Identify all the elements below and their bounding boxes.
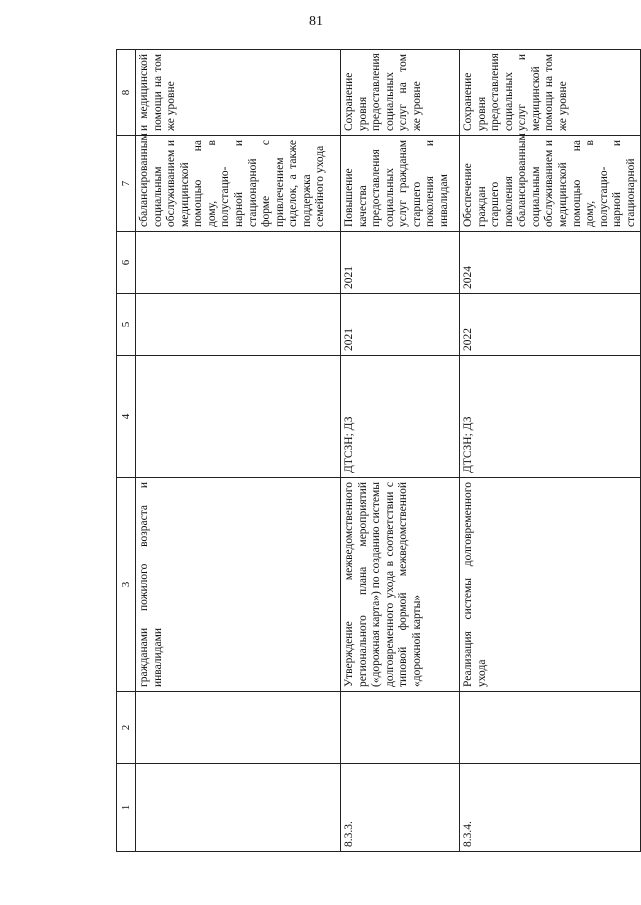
header-cell-1: 1 [117,764,136,852]
row-col2 [460,692,641,764]
measures-table [116,49,641,852]
table-row [460,50,641,852]
header-row [117,50,136,852]
end-year-cell: 2021 [341,232,460,294]
activity-cell: гражданами пожилого возраста и инвалидами [136,478,341,692]
result-cell: Обеспечение граждан старшего поколения сбалансированным социальным обслуживанием и медицинской помощью на дому, в полустацио-нарной и стационарной [460,136,641,232]
activity-cell: Утверждение межведомственного регионального плана мероприятий («дорожная карта») по созданию системы долговременного ухода в соответствии с типовой формой межведомственной «дорожной карты» [341,478,460,692]
row-number: 8.3.3. [341,764,460,852]
header-cell-3: 3 [117,478,136,692]
start-year-cell [136,294,341,356]
start-year-cell: 2021 [341,294,460,356]
table-row [341,50,460,852]
target-cell: и медицинской помощи на том же уровне [136,50,341,136]
result-cell: сбалансированным социальным обслуживанием и медицинской помощью на дому, в полустацио-нарной и стационарной форме с привлечением сиделок, а также поддержка семейного ухода [136,136,341,232]
row-number: 8.3.4. [460,764,641,852]
target-cell: Сохранение уровня предоставления социальных услуг и медицинской помощи на том же уровне [460,50,641,136]
target-cell: Сохранение уровня предоставления социальных услуг на том же уровне [341,50,460,136]
header-cell-6: 6 [117,232,136,294]
activity-cell: Реализация системы долговременного ухода [460,478,641,692]
start-year-cell: 2022 [460,294,641,356]
result-cell: Повышение качества предоставления социальных услуг гражданам старшего поколения и инвалидам [341,136,460,232]
header-cell-7: 7 [117,136,136,232]
header-cell-2: 2 [117,692,136,764]
executor-cell: ДТСЗН; ДЗ [460,356,641,478]
rotated-table-wrapper [116,50,637,852]
end-year-cell: 2024 [460,232,641,294]
table-row [136,50,341,852]
row-number [136,764,341,852]
header-cell-5: 5 [117,294,136,356]
row-col2 [136,692,341,764]
executor-cell: ДТСЗН; ДЗ [341,356,460,478]
executor-cell [136,356,341,478]
header-cell-8: 8 [117,50,136,136]
row-col2 [341,692,460,764]
page-number: 81 [309,14,323,29]
header-cell-4: 4 [117,356,136,478]
end-year-cell [136,232,341,294]
